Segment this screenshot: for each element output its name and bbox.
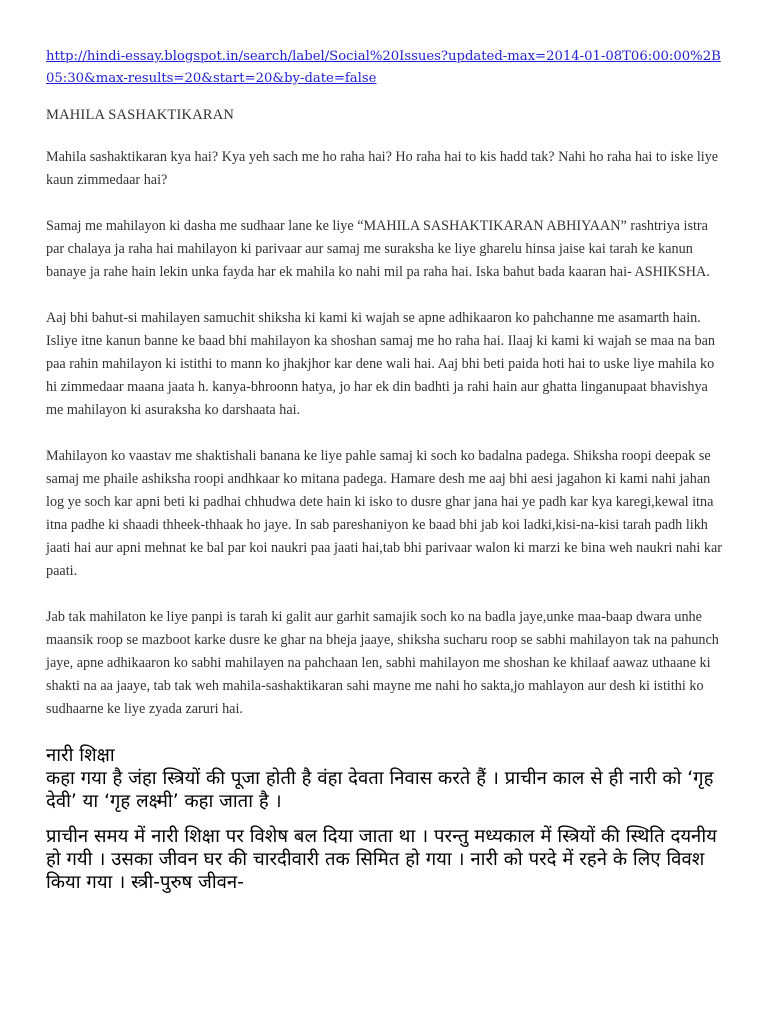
paragraph-1: Mahila sashaktikaran kya hai? Kya yeh sach me ho raha hai? Ho raha hai to kis hadd tak? Nahi ho raha hai to iske liye kaun zimmedaar hai? bbox=[46, 149, 719, 188]
paragraph-2: Samaj me mahilayon ki dasha me sudhaar lane ke liye “MAHILA SASHAKTIKARAN ABHIYAAN” rashtriya istra par chalaya ja raha hai mahilayon ki parivaar aur samaj me suraksha ke liye gharelu hinsa jaise kai tarah ke kanun banaye ja rahe hain lekin unka fayda har ek mahila ko nahi mil pa raha hai. Iska bahut bada kaaran hai- ASHIKSHA. bbox=[46, 218, 710, 280]
hindi-paragraph-1: कहा गया है जंहा स्त्रियों की पूजा होती है वंहा देवता निवास करते हैं । प्राचीन काल से ही नारी को ‘गृह देवी’ या ‘गृह लक्ष्मी’ कहा जाता है । bbox=[46, 768, 714, 812]
hindi-title: नारी शिक्षा bbox=[46, 745, 115, 766]
source-link[interactable]: http://hindi-essay.blogspot.in/search/label/Social%20Issues?updated-max=2014-01-08T06:00:00%2B05:30&max-results=20&start=20&by-date=false bbox=[46, 49, 721, 86]
essay-title: MAHILA SASHAKTIKARAN bbox=[46, 107, 235, 123]
hindi-paragraph-2: प्राचीन समय में नारी शिक्षा पर विशेष बल दिया जाता था । परन्तु मध्यकाल में स्त्रियों की स्थिति दयनीय हो गयी । उसका जीवन घर की चारदीवारी तक सिमित हो गया । नारी को परदे में रहने के लिए विवश किया गया । स्त्री-पुरुष जीवन- bbox=[46, 826, 717, 893]
hindi-section bbox=[46, 744, 736, 894]
paragraph-3: Aaj bhi bahut-si mahilayen samuchit shiksha ki kami ki wajah se apne adhikaaron ko pahchanne me asamarth hain. Isliye itne kanun banne ke baad bhi mahilayon ka shoshan samaj me ho raha hai. Ilaaj ki kami ki wajah se maa na ban paa rahin mahilayon ki istithi to mann ko jhakjhor kar dene wali hai. Aaj bhi beti paida hoti hai to uske liye mahila ko hi zimmedaar maana jaata h. kanya-bhroonn hatya, jo har ek din badhti ja rahi hain aur ghatta linganupaat bhavishya me mahilayon ki asuraksha ko darshaata hai. bbox=[46, 310, 715, 418]
document-page bbox=[46, 46, 726, 906]
paragraph-5: Jab tak mahilaton ke liye panpi is tarah ki galit aur garhit samajik soch ko na badla jaye,unke maa-baap dwara unhe maansik roop se mazboot karke dusre ke ghar na bheja jaaye, shiksha sucharu roop se sabhi mahilayon tak na pahunch jaye, apne adhikaaron ko sabhi mahilayen na pahchaan len, sabhi mahilayon me shoshan ke khilaaf aawaz uthaane ki shakti na aa jaaye, tab tak weh mahila-sashaktikaran sahi mayne me nahi ho sakta,jo mahlayon aur desh ki istithi ko sudhaarne ke liye zyada zaruri hai. bbox=[46, 609, 719, 717]
paragraph-4: Mahilayon ko vaastav me shaktishali banana ke liye pahle samaj ki soch ko badalna padega. Shiksha roopi deepak se samaj me phaile ashiksha roopi andhkaar ko mitana padega. Hamare desh me aaj bhi aesi jagahon ki kami nahi jahan log ye soch kar apni beti ki padhai chhudwa dete hain ki isko to dusre ghar jana hai ye padh kar kya karegi,kewal itna itna padhe ki shaadi thheek-thhaak ho jaye. In sab pareshaniyon ke baad bhi jab koi ladki,kisi-na-kisi tarah padh likh jaati hai aur apni mehnat ke bal par koi naukri paa jaati hai,tab bhi parivaar walon ki marzi ke bina weh naukri nahi kar paati. bbox=[46, 448, 723, 579]
